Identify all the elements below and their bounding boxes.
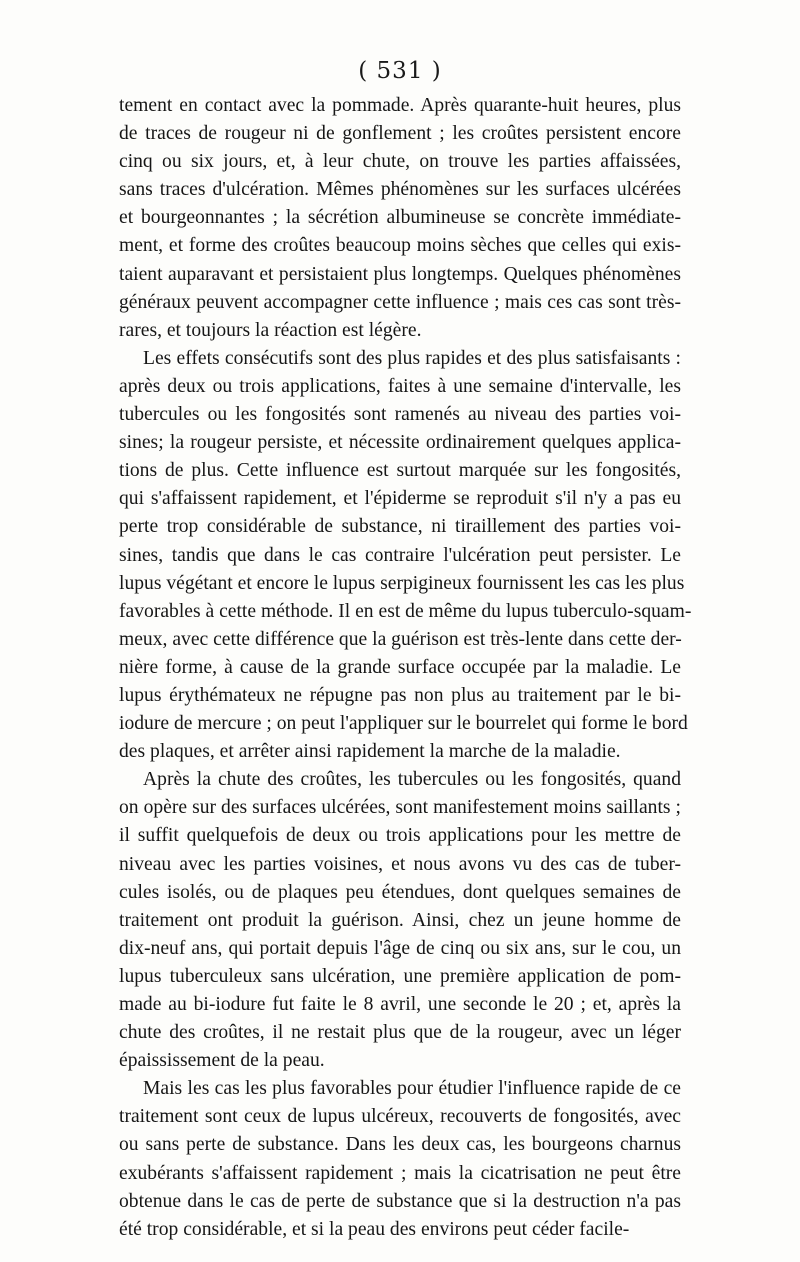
text-line: après deux ou trois applications, faites à une semaine d'intervalle, les xyxy=(119,375,681,397)
text-line: niveau avec les parties voisines, et nous avons vu des cas de tuber- xyxy=(119,853,681,875)
text-line: sines, tandis que dans le cas contraire l'ulcération peut persister. Le xyxy=(119,544,681,566)
text-line: Après la chute des croûtes, les tubercules ou les fongosités, quand xyxy=(143,769,681,791)
text-line: tement en contact avec la pommade. Après quarante-huit heures, plus xyxy=(119,95,681,116)
paragraph xyxy=(119,766,681,1075)
text-line: obtenue dans le cas de perte de substance que si la destruction n'a pas xyxy=(119,1190,681,1212)
text-line: cules isolés, ou de plaques peu étendues, dont quelques semaines de xyxy=(119,881,681,903)
body-text xyxy=(119,92,692,1244)
text-line: traitement sont ceux de lupus ulcéreux, recouverts de fongosités, avec xyxy=(119,1106,681,1128)
paragraph xyxy=(119,92,681,345)
text-line: made au bi-iodure fut faite le 8 avril, une seconde le 20 ; et, après la xyxy=(119,994,681,1015)
text-line: chute des croûtes, il ne restait plus que de la rougeur, avec un léger xyxy=(119,1022,681,1044)
text-line: et bourgeonnantes ; la sécrétion albumineuse se concrète immédiate- xyxy=(119,207,681,229)
text-line: meux, avec cette différence que la guérison est très-lente dans cette der- xyxy=(119,628,682,650)
text-line: qui s'affaissent rapidement, et l'épiderme se reproduit s'il n'y a pas eu xyxy=(119,488,681,510)
page-number: ( 531 ) xyxy=(358,58,442,84)
text-line: rares, et toujours la réaction est légère. xyxy=(119,319,422,341)
text-line: il suffit quelquefois de deux ou trois applications pour les mettre de xyxy=(119,825,681,847)
text-line: sines; la rougeur persiste, et nécessite ordinairement quelques applica- xyxy=(119,432,681,454)
text-line: de traces de rougeur ni de gonflement ; les croûtes persistent encore xyxy=(119,123,681,145)
text-line: lupus tuberculeux sans ulcération, une première application de pom- xyxy=(119,965,681,987)
text-line: Les effets consécutifs sont des plus rapides et des plus satisfaisants : xyxy=(143,347,681,369)
paragraph xyxy=(119,345,692,766)
text-line: lupus érythémateux ne répugne pas non plus au traitement par le bi- xyxy=(119,684,681,706)
text-line: tions de plus. Cette influence est surtout marquée sur les fongosités, xyxy=(119,460,681,482)
text-line: épaississement de la peau. xyxy=(119,1050,325,1072)
text-line: été trop considérable, et si la peau des environs peut céder facile- xyxy=(119,1218,630,1240)
text-line: favorables à cette méthode. Il en est de même du lupus tuberculo-squam- xyxy=(119,600,692,622)
text-line: tubercules ou les fongosités sont ramenés au niveau des parties voi- xyxy=(119,404,681,426)
text-line: nière forme, à cause de la grande surface occupée par la maladie. Le xyxy=(119,656,681,678)
text-line: Mais les cas les plus favorables pour étudier l'influence rapide de ce xyxy=(143,1078,681,1100)
text-line: ou sans perte de substance. Dans les deux cas, les bourgeons charnus xyxy=(119,1134,681,1156)
text-line: généraux peuvent accompagner cette influence ; mais ces cas sont très- xyxy=(119,291,681,313)
text-line: sans traces d'ulcération. Mêmes phénomènes sur les surfaces ulcérées xyxy=(119,179,681,201)
text-line: des plaques, et arrêter ainsi rapidement la marche de la maladie. xyxy=(119,741,621,763)
text-line: lupus végétant et encore le lupus serpigineux fournissent les cas les plus xyxy=(119,572,685,594)
text-line: ment, et forme des croûtes beaucoup moins sèches que celles qui exis- xyxy=(119,235,681,257)
text-line: traitement ont produit la guérison. Ainsi, chez un jeune homme de xyxy=(119,909,681,931)
paragraph xyxy=(119,1075,681,1244)
text-line: taient auparavant et persistaient plus longtemps. Quelques phénomènes xyxy=(119,263,681,285)
text-line: exubérants s'affaissent rapidement ; mais la cicatrisation ne peut être xyxy=(119,1162,681,1184)
text-line: iodure de mercure ; on peut l'appliquer sur le bourrelet qui forme le bord xyxy=(119,713,688,735)
text-line: on opère sur des surfaces ulcérées, sont manifestement moins saillants ; xyxy=(119,797,681,819)
text-line: dix-neuf ans, qui portait depuis l'âge de cinq ou six ans, sur le cou, un xyxy=(119,937,681,959)
text-line: perte trop considérable de substance, ni tiraillement des parties voi- xyxy=(119,516,681,538)
text-line: cinq ou six jours, et, à leur chute, on trouve les parties affaissées, xyxy=(119,151,681,173)
